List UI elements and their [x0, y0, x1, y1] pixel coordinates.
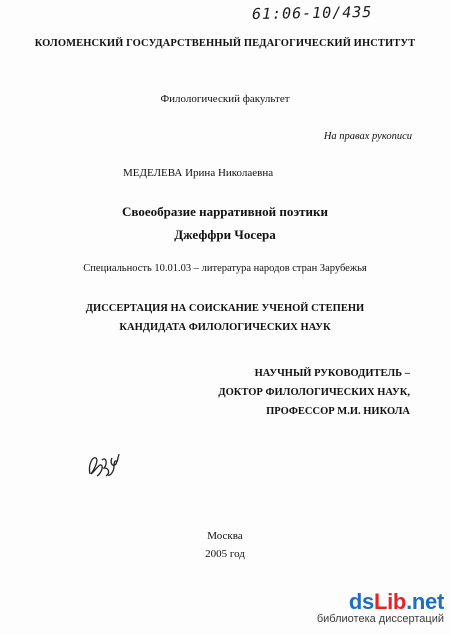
- scientific-advisor-block: [218, 364, 410, 421]
- dslib-logo-lib: Lib: [373, 589, 407, 614]
- dslib-logo: [317, 590, 444, 614]
- degree-line-2: КАНДИДАТА ФИЛОЛОГИЧЕСКИХ НАУК: [119, 322, 331, 333]
- dissertation-title-line-2: Джеффри Чосера: [174, 227, 276, 242]
- advisor-line-3: ПРОФЕССОР М.И. НИКОЛА: [266, 406, 410, 417]
- dissertation-title-line-1: Своеобразие нарративной поэтики: [122, 204, 328, 219]
- publication-city: Москва: [207, 530, 243, 542]
- advisor-line-1: НАУЧНЫЙ РУКОВОДИТЕЛЬ –: [254, 368, 410, 379]
- institute-name: КОЛОМЕНСКИЙ ГОСУДАРСТВЕННЫЙ ПЕДАГОГИЧЕСКИЙ ИНСТИТУТ: [34, 38, 416, 49]
- dslib-logo-ds: ds: [348, 589, 374, 614]
- degree-line-1: ДИССЕРТАЦИЯ НА СОИСКАНИЕ УЧЕНОЙ СТЕПЕНИ: [85, 303, 365, 314]
- dslib-subtitle: библиотека диссертаций: [316, 613, 444, 625]
- author-name: МЕДЕЛЕВА Ирина Николаевна: [123, 167, 274, 179]
- faculty-name: Филологический факультет: [160, 93, 290, 105]
- publication-year: 2005 год: [205, 548, 245, 560]
- manuscript-note: На правах рукописи: [323, 131, 412, 142]
- advisor-line-2: ДОКТОР ФИЛОЛОГИЧЕСКИХ НАУК,: [218, 387, 410, 398]
- handwritten-initials-icon: [84, 448, 124, 484]
- dslib-watermark: [317, 590, 444, 626]
- dslib-logo-net: .net: [406, 589, 444, 614]
- speciality-line: Специальность 10.01.03 – литература народов стран Зарубежья: [83, 263, 367, 274]
- archive-code: 61:06-10/435: [251, 2, 373, 24]
